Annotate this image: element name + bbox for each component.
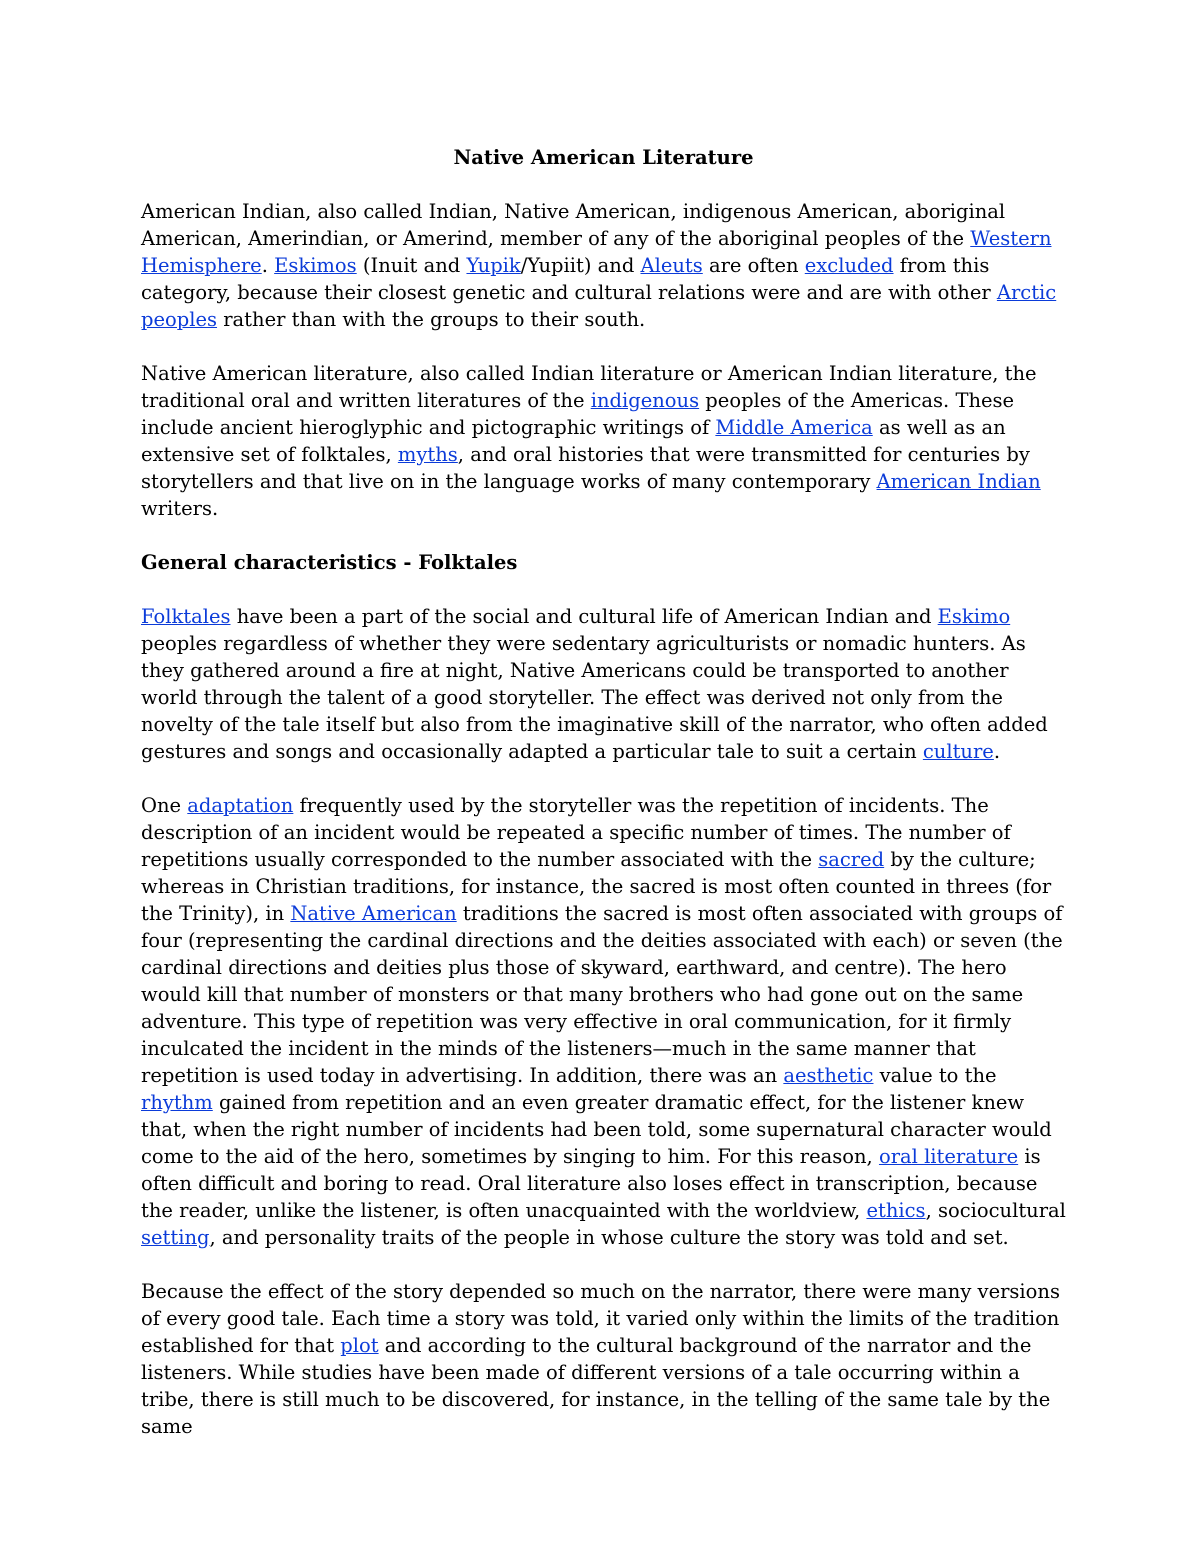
text-run: frequently used by the storyteller was the repetition of incidents. The description of an incident would be repeated a specific number of times. The number of repetitions usually corresponded to the number associated with the	[141, 794, 1011, 871]
hyperlink-aesthetic[interactable]: aesthetic	[783, 1064, 874, 1087]
hyperlink-eskimo[interactable]: Eskimo	[937, 605, 1011, 628]
text-run: peoples of the Americas. These include ancient hieroglyphic and pictographic writings of	[141, 389, 1015, 439]
text-run: .	[993, 740, 1001, 763]
hyperlink-indigenous[interactable]: indigenous	[590, 389, 700, 412]
hyperlink-western-hemisphere[interactable]: Western Hemisphere	[141, 227, 1052, 277]
text-run: Native American literature, also called Indian literature or American Indian literature, the traditional oral and written literatures of the	[141, 362, 1037, 412]
text-run: from this category, because their closest genetic and cultural relations were and are with other	[141, 254, 997, 304]
text-run: writers.	[141, 497, 219, 520]
hyperlink-aleuts[interactable]: Aleuts	[640, 254, 703, 277]
hyperlink-ethics[interactable]: ethics	[866, 1199, 926, 1222]
text-run: /Yupiit) and	[520, 254, 641, 277]
hyperlink-culture[interactable]: culture	[922, 740, 994, 763]
hyperlink-myths[interactable]: myths	[397, 443, 458, 466]
text-run: is often difficult and boring to read. Oral literature also loses effect in transcription, because the reader, unlike the listener, is often unacquainted with the worldview,	[141, 1145, 1041, 1222]
hyperlink-american-indian[interactable]: American Indian	[876, 470, 1041, 493]
text-run: peoples regardless of whether they were sedentary agriculturists or nomadic hunters. As they gathered around a fire at night, Native Americans could be transported to another world through the talent of a good storyteller. The effect was derived not only from the novelty of the tale itself but also from the imaginative skill of the narrator, who often added gestures and songs and occasionally adapted a particular tale to suit a certain	[141, 632, 1048, 763]
text-run: and according to the cultural background of the narrator and the listeners. While studies have been made of different versions of a tale occurring within a tribe, there is still much to be discovered, for instance, in the telling of the same tale by the same	[141, 1334, 1051, 1438]
hyperlink-folktales[interactable]: Folktales	[141, 605, 231, 628]
text-run: , and personality traits of the people in whose culture the story was told and set.	[209, 1226, 1009, 1249]
hyperlink-oral-literature[interactable]: oral literature	[878, 1145, 1019, 1168]
section-heading: General characteristics - Folktales	[141, 551, 518, 574]
hyperlink-rhythm[interactable]: rhythm	[141, 1091, 213, 1114]
text-run: are often	[702, 254, 805, 277]
hyperlink-middle-america[interactable]: Middle America	[715, 416, 873, 439]
hyperlink-setting[interactable]: setting	[141, 1226, 210, 1249]
document-page	[141, 140, 1066, 1467]
hyperlink-sacred[interactable]: sacred	[818, 848, 885, 871]
text-run: gained from repetition and an even greater dramatic effect, for the listener knew that, when the right number of incidents had been told, some supernatural character would come to the aid of the hero, sometimes by singing to him. For this reason,	[141, 1091, 1052, 1168]
hyperlink-excluded[interactable]: excluded	[804, 254, 894, 277]
text-run: .	[261, 254, 275, 277]
text-run: traditions the sacred is most often associated with groups of four (representing the cardinal directions and the deities associated with each) or seven (the cardinal directions and deities plus those of skyward, earthward, and centre). The hero would kill that number of monsters or that many brothers who had gone out on the same adventure. This type of repetition was very effective in oral communication, for it firmly inculcated the incident in the minds of the listeners—much in the same manner that repetition is used today in advertising. In addition, there was an	[141, 902, 1063, 1087]
paragraph-folktales	[141, 603, 1066, 765]
paragraph-repetition	[141, 792, 1066, 1251]
text-run: value to the	[873, 1064, 997, 1087]
paragraph-intro	[141, 198, 1066, 333]
text-run: by the culture; whereas in Christian traditions, for instance, the sacred is most often counted in threes (for the Trinity), in	[141, 848, 1052, 925]
paragraph-definition	[141, 360, 1066, 522]
text-run: rather than with the groups to their south.	[217, 308, 646, 331]
hyperlink-yupik[interactable]: Yupik	[466, 254, 521, 277]
text-run: as well as an extensive set of folktales,	[141, 416, 1006, 466]
hyperlink-eskimos[interactable]: Eskimos	[274, 254, 357, 277]
hyperlink-plot[interactable]: plot	[340, 1334, 379, 1357]
text-run: , and oral histories that were transmitted for centuries by storytellers and that live on in the language works of many contemporary	[141, 443, 1030, 493]
hyperlink-native-american[interactable]: Native American	[290, 902, 457, 925]
hyperlink-adaptation[interactable]: adaptation	[187, 794, 294, 817]
document-title: Native American Literature	[453, 146, 754, 169]
text-run: One	[141, 794, 188, 817]
text-run: Because the effect of the story depended so much on the narrator, there were many versions of every good tale. Each time a story was told, it varied only within the limits of the tradition established for that	[141, 1280, 1060, 1357]
text-run: have been a part of the social and cultural life of American Indian and	[230, 605, 938, 628]
paragraph-versions	[141, 1278, 1066, 1440]
text-run: (Inuit and	[356, 254, 467, 277]
text-run: American Indian, also called Indian, Native American, indigenous American, aboriginal American, Amerindian, or Amerind, member of any of the aboriginal peoples of the	[141, 200, 1006, 250]
hyperlink-arctic-peoples[interactable]: Arctic peoples	[141, 281, 1057, 331]
text-run: , sociocultural	[925, 1199, 1066, 1222]
